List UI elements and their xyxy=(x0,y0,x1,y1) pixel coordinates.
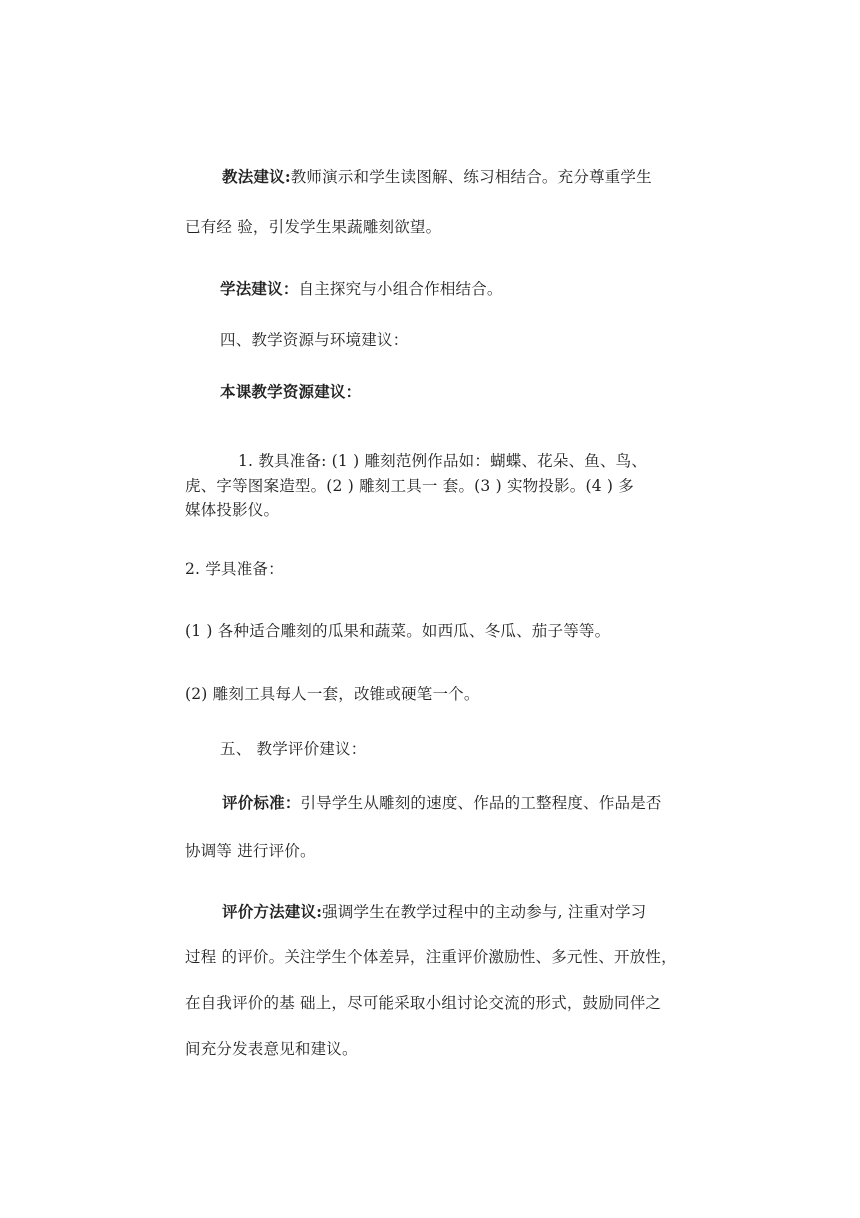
learning-aids-heading: 2. 学具准备： xyxy=(185,560,284,578)
teaching-method-line-1 xyxy=(222,166,652,188)
evaluation-method-line-1 xyxy=(222,901,646,923)
evaluation-method-text-1: 强调学生在教学过程中的主动参与, 注重对学习 xyxy=(322,903,647,921)
resources-label: 本课教学资源建议： xyxy=(220,382,362,401)
teaching-method-text-1: 教师演示和学生读图解、练习相结合。充分尊重学生 xyxy=(290,168,652,186)
learning-method-text: 自主探究与小组合作相结合。 xyxy=(298,280,503,298)
learning-method-label: 学法建议 xyxy=(220,279,283,298)
teaching-method-label: 教法建议 xyxy=(222,167,285,186)
learning-aids-item-2: (2) 雕刻工具每人一套，改锥或硬笔一个。 xyxy=(185,685,480,703)
evaluation-standard-label: 评价标准 xyxy=(222,793,285,812)
section-four-heading: 四、教学资源与环境建议： xyxy=(220,331,409,349)
teaching-aids-line-1: 1. 教具准备: (1 ) 雕刻范例作品如：蝴蝶、花朵、鱼、鸟、 xyxy=(238,452,648,470)
evaluation-standard-line-1 xyxy=(222,792,662,814)
evaluation-method-sep: : xyxy=(316,902,323,921)
learning-aids-item-1: (1 ) 各种适合雕刻的瓜果和蔬菜。如西瓜、冬瓜、茄子等等。 xyxy=(185,622,611,640)
teaching-method-sep: : xyxy=(284,167,291,186)
teaching-aids-line-3: 媒体投影仪。 xyxy=(185,501,280,519)
evaluation-method-line-2: 过程 的评价。关注学生个体差异，注重评价激励性、多元性、开放性， xyxy=(185,948,677,966)
learning-method-line xyxy=(220,278,503,300)
evaluation-standard-line-2: 协调等 进行评价。 xyxy=(185,842,316,860)
evaluation-method-line-4: 间充分发表意见和建议。 xyxy=(185,1040,358,1058)
teaching-method-line-2: 已有经 验，引发学生果蔬雕刻欲望。 xyxy=(185,218,442,236)
evaluation-standard-text-1: 引导学生从雕刻的速度、作品的工整程度、作品是否 xyxy=(300,794,662,812)
section-five-heading: 五、 教学评价建议： xyxy=(220,740,367,758)
evaluation-standard-sep: ： xyxy=(284,793,301,812)
evaluation-method-line-3: 在自我评价的基 础上，尽可能采取小组讨论交流的形式，鼓励同伴之 xyxy=(185,994,662,1012)
learning-method-sep: ： xyxy=(282,279,299,298)
evaluation-method-label: 评价方法建议 xyxy=(222,902,317,921)
teaching-aids-line-2: 虎、字等图案造型。(2 ) 雕刻工具一 套。(3 ) 实物投影。(4 ) 多 xyxy=(185,477,634,495)
